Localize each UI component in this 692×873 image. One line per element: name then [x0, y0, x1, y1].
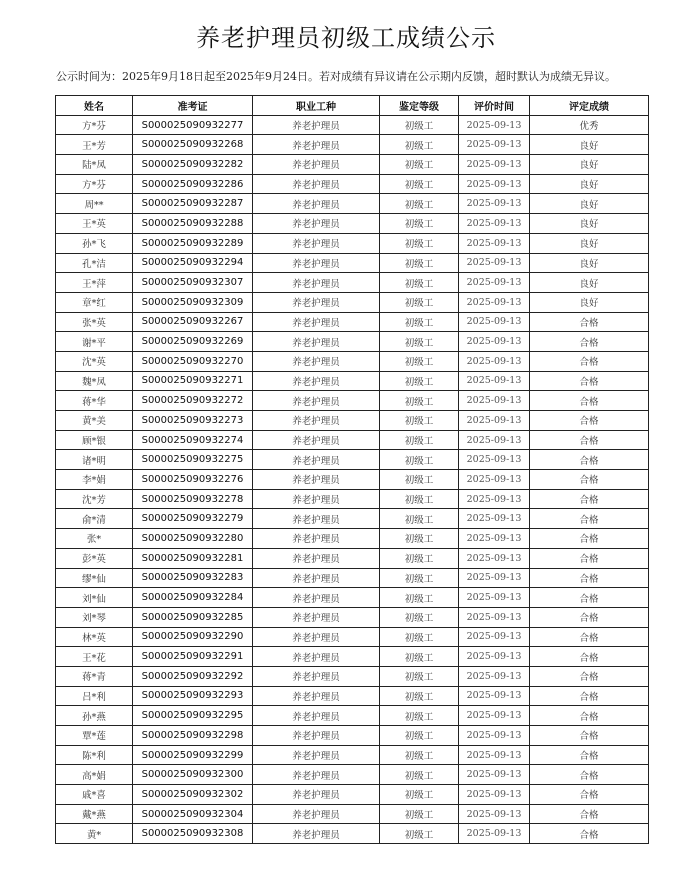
cell-level: 初级工 [380, 470, 459, 490]
table-row [56, 391, 649, 411]
cell-occupation: 养老护理员 [253, 115, 380, 135]
cell-result: 合格 [530, 529, 649, 549]
cell-result: 优秀 [530, 115, 649, 135]
cell-occupation: 养老护理员 [253, 174, 380, 194]
cell-eval-date: 2025-09-13 [459, 607, 530, 627]
cell-name: 沈*英 [56, 351, 133, 371]
cell-eval-date: 2025-09-13 [459, 804, 530, 824]
table-row [56, 706, 649, 726]
cell-name: 吕*利 [56, 686, 133, 706]
table-row [56, 647, 649, 667]
cell-occupation: 养老护理员 [253, 411, 380, 431]
cell-result: 合格 [530, 568, 649, 588]
cell-name: 刘*琴 [56, 607, 133, 627]
cell-result: 合格 [530, 391, 649, 411]
header-name: 姓名 [56, 96, 133, 116]
table-row [56, 155, 649, 175]
cell-occupation: 养老护理员 [253, 312, 380, 332]
cell-level: 初级工 [380, 548, 459, 568]
cell-level: 初级工 [380, 824, 459, 844]
cell-eval-date: 2025-09-13 [459, 450, 530, 470]
cell-eval-date: 2025-09-13 [459, 135, 530, 155]
cell-eval-date: 2025-09-13 [459, 351, 530, 371]
cell-exam-id: S000025090932279 [133, 509, 253, 529]
cell-occupation: 养老护理员 [253, 194, 380, 214]
cell-name: 王*花 [56, 647, 133, 667]
cell-exam-id: S000025090932290 [133, 627, 253, 647]
cell-occupation: 养老护理员 [253, 351, 380, 371]
cell-result: 合格 [530, 785, 649, 805]
cell-eval-date: 2025-09-13 [459, 332, 530, 352]
header-exam-id: 准考证 [133, 96, 253, 116]
cell-level: 初级工 [380, 194, 459, 214]
cell-level: 初级工 [380, 312, 459, 332]
cell-level: 初级工 [380, 174, 459, 194]
cell-name: 魏*凤 [56, 371, 133, 391]
cell-result: 合格 [530, 745, 649, 765]
table-row [56, 666, 649, 686]
cell-exam-id: S000025090932288 [133, 214, 253, 234]
cell-result: 合格 [530, 548, 649, 568]
cell-level: 初级工 [380, 509, 459, 529]
cell-level: 初级工 [380, 214, 459, 234]
cell-exam-id: S000025090932308 [133, 824, 253, 844]
cell-eval-date: 2025-09-13 [459, 686, 530, 706]
cell-exam-id: S000025090932294 [133, 253, 253, 273]
cell-eval-date: 2025-09-13 [459, 194, 530, 214]
cell-level: 初级工 [380, 706, 459, 726]
cell-level: 初级工 [380, 804, 459, 824]
table-row [56, 273, 649, 293]
cell-occupation: 养老护理员 [253, 371, 380, 391]
cell-eval-date: 2025-09-13 [459, 726, 530, 746]
cell-name: 蒋*青 [56, 666, 133, 686]
cell-result: 良好 [530, 273, 649, 293]
cell-level: 初级工 [380, 391, 459, 411]
cell-exam-id: S000025090932285 [133, 607, 253, 627]
cell-name: 张*英 [56, 312, 133, 332]
table-row [56, 174, 649, 194]
cell-eval-date: 2025-09-13 [459, 765, 530, 785]
cell-exam-id: S000025090932277 [133, 115, 253, 135]
cell-name: 黄* [56, 824, 133, 844]
cell-occupation: 养老护理员 [253, 647, 380, 667]
cell-eval-date: 2025-09-13 [459, 706, 530, 726]
cell-eval-date: 2025-09-13 [459, 588, 530, 608]
cell-result: 良好 [530, 174, 649, 194]
cell-exam-id: S000025090932283 [133, 568, 253, 588]
cell-eval-date: 2025-09-13 [459, 312, 530, 332]
table-row [56, 627, 649, 647]
cell-result: 合格 [530, 647, 649, 667]
table-row [56, 765, 649, 785]
cell-eval-date: 2025-09-13 [459, 568, 530, 588]
header-occupation: 职业工种 [253, 96, 380, 116]
cell-eval-date: 2025-09-13 [459, 548, 530, 568]
cell-eval-date: 2025-09-13 [459, 489, 530, 509]
cell-result: 良好 [530, 253, 649, 273]
cell-exam-id: S000025090932299 [133, 745, 253, 765]
cell-exam-id: S000025090932291 [133, 647, 253, 667]
table-row [56, 568, 649, 588]
cell-level: 初级工 [380, 371, 459, 391]
cell-eval-date: 2025-09-13 [459, 233, 530, 253]
cell-exam-id: S000025090932268 [133, 135, 253, 155]
cell-level: 初级工 [380, 292, 459, 312]
cell-level: 初级工 [380, 155, 459, 175]
cell-occupation: 养老护理员 [253, 666, 380, 686]
cell-result: 合格 [530, 824, 649, 844]
cell-name: 陈*利 [56, 745, 133, 765]
cell-level: 初级工 [380, 450, 459, 470]
cell-result: 合格 [530, 627, 649, 647]
cell-result: 合格 [530, 666, 649, 686]
cell-exam-id: S000025090932304 [133, 804, 253, 824]
cell-exam-id: S000025090932281 [133, 548, 253, 568]
cell-name: 孙*燕 [56, 706, 133, 726]
cell-occupation: 养老护理员 [253, 332, 380, 352]
cell-occupation: 养老护理员 [253, 489, 380, 509]
cell-exam-id: S000025090932270 [133, 351, 253, 371]
cell-name: 王*萍 [56, 273, 133, 293]
table-row [56, 135, 649, 155]
header-eval-date: 评价时间 [459, 96, 530, 116]
cell-exam-id: S000025090932280 [133, 529, 253, 549]
table-row [56, 588, 649, 608]
cell-eval-date: 2025-09-13 [459, 745, 530, 765]
cell-occupation: 养老护理员 [253, 627, 380, 647]
cell-eval-date: 2025-09-13 [459, 292, 530, 312]
cell-name: 彭*英 [56, 548, 133, 568]
table-row [56, 785, 649, 805]
cell-name: 方*芬 [56, 115, 133, 135]
table-row [56, 371, 649, 391]
cell-level: 初级工 [380, 529, 459, 549]
cell-result: 合格 [530, 509, 649, 529]
header-level: 鉴定等级 [380, 96, 459, 116]
cell-level: 初级工 [380, 568, 459, 588]
cell-exam-id: S000025090932275 [133, 450, 253, 470]
cell-exam-id: S000025090932309 [133, 292, 253, 312]
cell-level: 初级工 [380, 135, 459, 155]
cell-level: 初级工 [380, 489, 459, 509]
table-row [56, 686, 649, 706]
cell-result: 合格 [530, 706, 649, 726]
cell-eval-date: 2025-09-13 [459, 253, 530, 273]
table-row [56, 253, 649, 273]
cell-occupation: 养老护理员 [253, 391, 380, 411]
cell-occupation: 养老护理员 [253, 292, 380, 312]
cell-exam-id: S000025090932272 [133, 391, 253, 411]
table-row [56, 824, 649, 844]
cell-eval-date: 2025-09-13 [459, 214, 530, 234]
cell-name: 戴*燕 [56, 804, 133, 824]
cell-eval-date: 2025-09-13 [459, 509, 530, 529]
cell-result: 合格 [530, 332, 649, 352]
cell-result: 良好 [530, 135, 649, 155]
cell-level: 初级工 [380, 411, 459, 431]
cell-result: 合格 [530, 726, 649, 746]
cell-exam-id: S000025090932271 [133, 371, 253, 391]
table-row [56, 292, 649, 312]
cell-exam-id: S000025090932286 [133, 174, 253, 194]
cell-eval-date: 2025-09-13 [459, 371, 530, 391]
cell-occupation: 养老护理员 [253, 568, 380, 588]
cell-occupation: 养老护理员 [253, 726, 380, 746]
cell-occupation: 养老护理员 [253, 745, 380, 765]
cell-result: 合格 [530, 371, 649, 391]
cell-result: 合格 [530, 450, 649, 470]
cell-exam-id: S000025090932307 [133, 273, 253, 293]
cell-occupation: 养老护理员 [253, 804, 380, 824]
cell-name: 方*芬 [56, 174, 133, 194]
cell-occupation: 养老护理员 [253, 155, 380, 175]
cell-level: 初级工 [380, 785, 459, 805]
cell-exam-id: S000025090932267 [133, 312, 253, 332]
header-result: 评定成绩 [530, 96, 649, 116]
cell-exam-id: S000025090932269 [133, 332, 253, 352]
cell-level: 初级工 [380, 115, 459, 135]
cell-level: 初级工 [380, 666, 459, 686]
table-row [56, 233, 649, 253]
cell-level: 初级工 [380, 588, 459, 608]
cell-result: 良好 [530, 155, 649, 175]
cell-eval-date: 2025-09-13 [459, 627, 530, 647]
cell-occupation: 养老护理员 [253, 785, 380, 805]
cell-exam-id: S000025090932302 [133, 785, 253, 805]
table-row [56, 489, 649, 509]
cell-name: 覃*莲 [56, 726, 133, 746]
cell-result: 合格 [530, 686, 649, 706]
cell-occupation: 养老护理员 [253, 548, 380, 568]
cell-occupation: 养老护理员 [253, 450, 380, 470]
cell-name: 顾*银 [56, 430, 133, 450]
cell-name: 陆*凤 [56, 155, 133, 175]
cell-result: 合格 [530, 351, 649, 371]
cell-eval-date: 2025-09-13 [459, 155, 530, 175]
cell-level: 初级工 [380, 745, 459, 765]
cell-exam-id: S000025090932278 [133, 489, 253, 509]
cell-name: 诸*明 [56, 450, 133, 470]
cell-level: 初级工 [380, 233, 459, 253]
cell-eval-date: 2025-09-13 [459, 273, 530, 293]
cell-name: 林*英 [56, 627, 133, 647]
cell-result: 合格 [530, 470, 649, 490]
cell-level: 初级工 [380, 607, 459, 627]
cell-name: 章*红 [56, 292, 133, 312]
cell-name: 蒋*华 [56, 391, 133, 411]
cell-result: 合格 [530, 312, 649, 332]
table-row [56, 430, 649, 450]
cell-exam-id: S000025090932300 [133, 765, 253, 785]
cell-name: 王*芳 [56, 135, 133, 155]
cell-name: 孔*洁 [56, 253, 133, 273]
cell-occupation: 养老护理员 [253, 253, 380, 273]
cell-eval-date: 2025-09-13 [459, 391, 530, 411]
cell-name: 孙*飞 [56, 233, 133, 253]
cell-result: 良好 [530, 233, 649, 253]
cell-name: 缪*仙 [56, 568, 133, 588]
table-row [56, 607, 649, 627]
cell-occupation: 养老护理员 [253, 233, 380, 253]
page-title: 养老护理员初级工成绩公示 [196, 24, 496, 52]
header-row [56, 96, 649, 116]
cell-result: 合格 [530, 607, 649, 627]
cell-exam-id: S000025090932282 [133, 155, 253, 175]
cell-occupation: 养老护理员 [253, 273, 380, 293]
cell-exam-id: S000025090932298 [133, 726, 253, 746]
cell-occupation: 养老护理员 [253, 588, 380, 608]
cell-occupation: 养老护理员 [253, 430, 380, 450]
cell-eval-date: 2025-09-13 [459, 785, 530, 805]
cell-eval-date: 2025-09-13 [459, 470, 530, 490]
results-table [55, 95, 649, 844]
cell-name: 王*英 [56, 214, 133, 234]
table-row [56, 312, 649, 332]
cell-name: 周** [56, 194, 133, 214]
cell-level: 初级工 [380, 765, 459, 785]
table-row [56, 450, 649, 470]
cell-occupation: 养老护理员 [253, 607, 380, 627]
cell-occupation: 养老护理员 [253, 765, 380, 785]
table-row [56, 351, 649, 371]
cell-exam-id: S000025090932276 [133, 470, 253, 490]
cell-level: 初级工 [380, 686, 459, 706]
cell-name: 俞*清 [56, 509, 133, 529]
cell-name: 高*娟 [56, 765, 133, 785]
cell-result: 良好 [530, 214, 649, 234]
cell-exam-id: S000025090932273 [133, 411, 253, 431]
cell-name: 张* [56, 529, 133, 549]
cell-occupation: 养老护理员 [253, 529, 380, 549]
cell-result: 合格 [530, 411, 649, 431]
cell-result: 合格 [530, 588, 649, 608]
cell-occupation: 养老护理员 [253, 135, 380, 155]
cell-exam-id: S000025090932295 [133, 706, 253, 726]
table-row [56, 115, 649, 135]
cell-exam-id: S000025090932284 [133, 588, 253, 608]
table-body [56, 115, 649, 843]
cell-occupation: 养老护理员 [253, 470, 380, 490]
cell-level: 初级工 [380, 351, 459, 371]
table-row [56, 548, 649, 568]
cell-level: 初级工 [380, 647, 459, 667]
table-row [56, 745, 649, 765]
cell-result: 良好 [530, 194, 649, 214]
cell-level: 初级工 [380, 726, 459, 746]
cell-level: 初级工 [380, 253, 459, 273]
cell-exam-id: S000025090932293 [133, 686, 253, 706]
cell-occupation: 养老护理员 [253, 824, 380, 844]
cell-occupation: 养老护理员 [253, 706, 380, 726]
cell-occupation: 养老护理员 [253, 686, 380, 706]
cell-name: 沈*芳 [56, 489, 133, 509]
table-row [56, 804, 649, 824]
cell-name: 戚*喜 [56, 785, 133, 805]
table-row [56, 214, 649, 234]
cell-name: 黄*美 [56, 411, 133, 431]
cell-level: 初级工 [380, 430, 459, 450]
publicity-notice: 公示时间为：2025年9月18日起至2025年9月24日。若对成绩有异议请在公示期内反馈，超时默认为成绩无异议。 [56, 70, 616, 83]
cell-level: 初级工 [380, 273, 459, 293]
cell-eval-date: 2025-09-13 [459, 115, 530, 135]
cell-result: 良好 [530, 292, 649, 312]
cell-level: 初级工 [380, 627, 459, 647]
cell-eval-date: 2025-09-13 [459, 824, 530, 844]
cell-eval-date: 2025-09-13 [459, 529, 530, 549]
cell-eval-date: 2025-09-13 [459, 174, 530, 194]
table-row [56, 332, 649, 352]
table-row [56, 411, 649, 431]
cell-result: 合格 [530, 430, 649, 450]
table-row [56, 470, 649, 490]
cell-eval-date: 2025-09-13 [459, 647, 530, 667]
table-row [56, 726, 649, 746]
cell-name: 李*娟 [56, 470, 133, 490]
cell-exam-id: S000025090932292 [133, 666, 253, 686]
cell-eval-date: 2025-09-13 [459, 430, 530, 450]
table-row [56, 509, 649, 529]
table-row [56, 194, 649, 214]
table-row [56, 529, 649, 549]
cell-result: 合格 [530, 489, 649, 509]
cell-eval-date: 2025-09-13 [459, 411, 530, 431]
cell-result: 合格 [530, 804, 649, 824]
cell-name: 谢*平 [56, 332, 133, 352]
cell-occupation: 养老护理员 [253, 509, 380, 529]
cell-name: 刘*仙 [56, 588, 133, 608]
cell-exam-id: S000025090932289 [133, 233, 253, 253]
cell-result: 合格 [530, 765, 649, 785]
cell-exam-id: S000025090932287 [133, 194, 253, 214]
cell-level: 初级工 [380, 332, 459, 352]
table-header [56, 96, 649, 116]
cell-exam-id: S000025090932274 [133, 430, 253, 450]
cell-eval-date: 2025-09-13 [459, 666, 530, 686]
cell-occupation: 养老护理员 [253, 214, 380, 234]
